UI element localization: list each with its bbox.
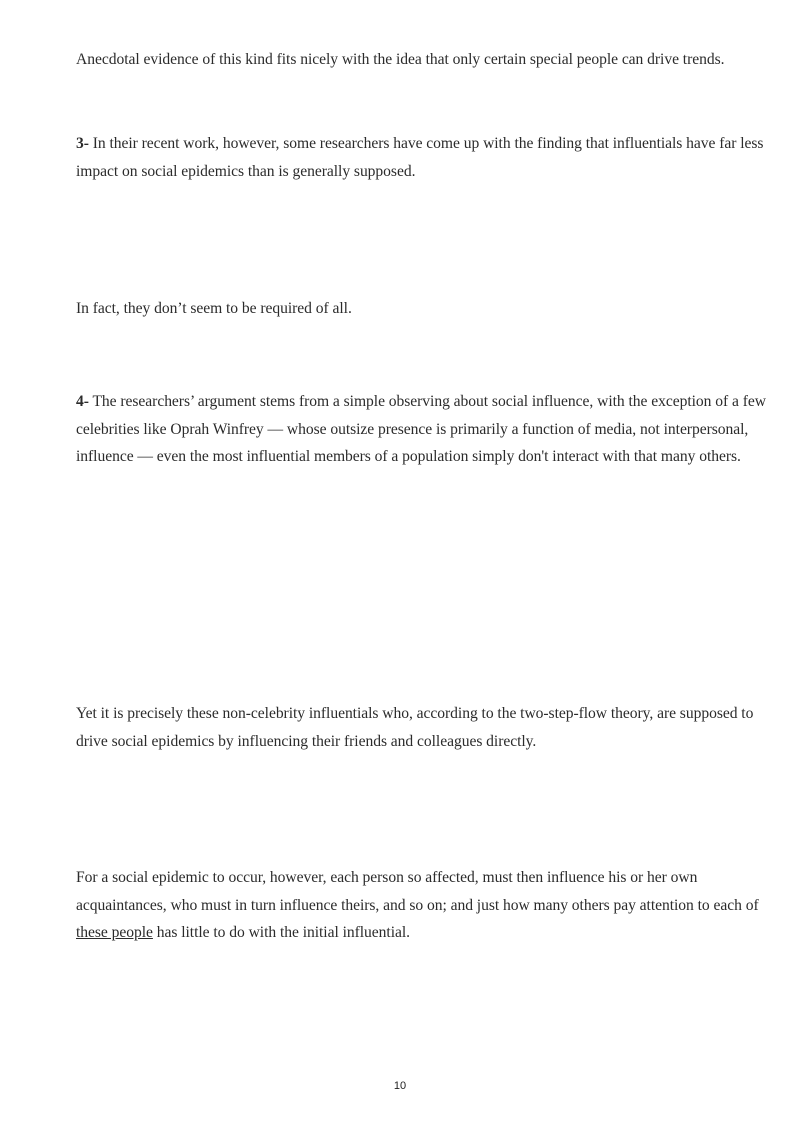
underlined-phrase: these people <box>76 924 153 941</box>
paragraph-text: Anecdotal evidence of this kind fits nicely with the idea that only certain special people can drive trends. <box>76 51 725 68</box>
paragraph-text: Yet it is precisely these non-celebrity influentials who, according to the two-step-flow theory, are supposed to drive social epidemics by influencing their friends and colleagues directly. <box>76 705 754 750</box>
page-number: 10 <box>393 1080 407 1092</box>
paragraph-anecdotal-evidence <box>76 46 776 74</box>
paragraph-text-before: For a social epidemic to occur, however, each person so affected, must then influence his or her own acquaintances, who must in turn influence theirs, and so on; and just how many others pay attention to each of <box>76 869 759 914</box>
paragraph-3 <box>76 130 776 185</box>
paragraph-text: The researchers’ argument stems from a simple observing about social influence, with the exception of a few celebrities like Oprah Winfrey — whose outsize presence is primarily a function of media, not interpersonal, influence — even the most influential members of a population simply don't interact with that many others. <box>76 393 766 465</box>
paragraph-4 <box>76 388 776 471</box>
paragraph-non-celebrity-influentials <box>76 700 776 755</box>
paragraph-text: In their recent work, however, some researchers have come up with the finding that influentials have far less impact on social epidemics than is generally supposed. <box>76 135 764 180</box>
paragraph-number: 3- <box>76 135 89 152</box>
paragraph-number: 4- <box>76 393 89 410</box>
paragraph-in-fact <box>76 295 776 323</box>
paragraph-social-epidemic <box>76 864 776 947</box>
paragraph-text-after: has little to do with the initial influential. <box>152 924 410 941</box>
paragraph-text: In fact, they don’t seem to be required of all. <box>76 300 352 317</box>
